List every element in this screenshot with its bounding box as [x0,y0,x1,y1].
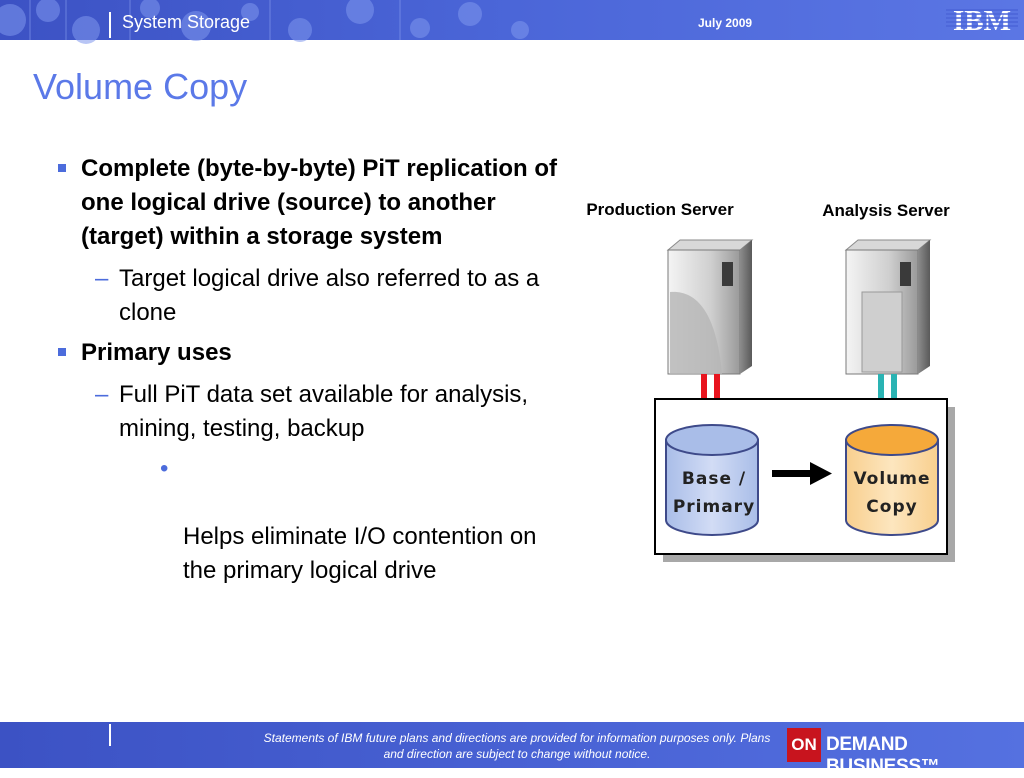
demand-business-text: DEMAND BUSINESS™ [826,734,940,777]
sub-bullet-text: Full PiT data set available for analysis, mining, testing, backup [119,381,529,442]
on-logo-mark: ON [787,728,821,762]
production-server-icon [668,240,752,374]
dash-bullet-icon: – [95,265,109,292]
slide-header [0,0,1024,40]
footer-disclaimer: Statements of IBM future plans and directions are provided for information purposes only. Plans and direction are subject to change without notice. [263,731,771,761]
bullet-item [58,152,573,254]
header-decoration [0,0,560,40]
bullet-list [58,152,573,588]
slide-date: July 2009 [698,16,753,30]
analysis-server-icon [846,240,930,374]
ibm-logo [946,5,1018,35]
bullet-text: Primary uses [81,339,232,366]
slide-title: Volume Copy [33,66,248,107]
sub-bullet-item [58,378,573,446]
bullet-item [58,336,573,370]
dash-bullet-icon: – [95,381,109,408]
footer-separator [109,724,111,746]
header-separator [109,12,111,38]
sub-bullet-text: Target logical drive also referred to as a clone [119,265,540,326]
square-bullet-icon [58,164,66,172]
analysis-server-label: Analysis Server [822,201,950,220]
square-bullet-icon [58,348,66,356]
brand-label: System Storage [122,12,251,32]
on-demand-business-logo [787,728,1019,777]
base-volume-label-line1: Base / [681,469,747,489]
sub-sub-bullet-text: Helps eliminate I/O contention on the primary logical drive [183,523,537,584]
production-server-label: Production Server [586,200,734,219]
sub-bullet-item [58,262,573,330]
volume-copy-diagram [586,190,990,580]
copy-volume-label-line2: Copy [866,497,918,517]
bullet-text: Complete (byte-by-byte) PiT replication of one logical drive (source) to another (target) within a storage system [81,155,558,250]
ibm-logo-text: IBM [953,5,1011,37]
dot-bullet-icon: • [160,455,169,482]
base-volume-label-line2: Primary [672,497,756,517]
slide-footer [0,722,1024,777]
sub-sub-bullet-item [58,452,573,588]
copy-volume-label-line1: Volume [853,469,931,489]
